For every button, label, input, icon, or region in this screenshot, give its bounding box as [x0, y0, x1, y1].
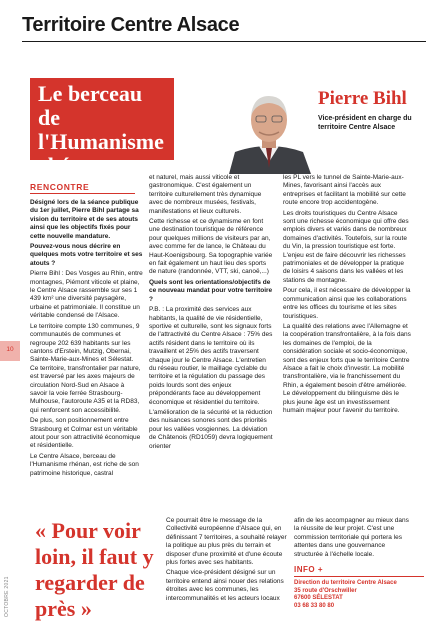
paragraph: les PL vers le tunnel de Sainte-Marie-aux-Mines, favorisant ainsi l'accès aux entreprises et facilitant la mobilité sur cette route encore trop accidentogène. [283, 174, 406, 207]
hero-line-2: de l'Humanisme [38, 105, 164, 154]
person-name: Pierre Bihl [318, 88, 407, 109]
person-role: Vice-président en charge du territoire Centre Alsace [318, 115, 412, 131]
page-number: 10 [6, 346, 14, 353]
info-box-title: INFO + [294, 565, 324, 574]
hero-title [38, 82, 174, 178]
hero-line-3: rhénan [38, 153, 106, 178]
info-line-direction: Direction du territoire Centre Alsace [294, 580, 397, 586]
title-divider [22, 41, 426, 42]
paragraph: Désigné lors de la séance publique du 1er juillet, Pierre Bihl partage sa vision du territoire et de ses atouts ainsi que les objectifs fixés pour cette nouvelle mandature. [30, 199, 139, 240]
article-column-1 [30, 199, 143, 480]
paragraph: Chaque vice-président désigné sur un territoire entend ainsi nouer des relations étroites avec les communes, les intercommunalités et les acteurs locaux [166, 569, 284, 602]
info-box-divider [294, 576, 424, 577]
paragraph: Cette richesse et ce dynamisme en font une destination touristique de référence pour quelques millions de visiteurs par an, avec comme fer de lance, le Château du Haut-Koenigsbourg. Sa topographie variée en fait également un haut lieu des sports de nature (randonnée, VTT, ski, canoë,...) [149, 218, 273, 276]
rubric-label: RENCONTRE [30, 182, 90, 192]
hero-banner [30, 78, 174, 178]
pull-quote: « Pour voir loin, il faut y regarder de près » [35, 518, 154, 621]
info-line-street: 35 route d'Orschwiller [294, 587, 357, 594]
paragraph: L'amélioration de la sécurité et la réduction des nuisances sonores sont des priorités pour les vallées vosgiennes. La déviation de Châtenois (RD1059) devra logiquement orienter [149, 408, 273, 450]
paragraph: Quels sont les orientations/objectifs de ce nouveau mandat pour votre territoire ? [149, 278, 273, 303]
article-column-3 [283, 174, 411, 417]
article-column-4 [166, 517, 288, 605]
paragraph: et naturel, mais aussi viticole et gastronomique. C'est également un territoire culturellement très dynamique avec de nombreux musées, festivals, manifestations et lieux culturels. [149, 174, 262, 215]
paragraph: Le territoire compte 130 communes, 9 communautés de communes et regroupe 202 639 habitants sur les cantons d'Erstein, Mutzig, Obernai, Sainte-Marie-aux-Mines et Sélestat. Ce territoire, transfrontalier par nature, est traversé par les axes majeurs de circulation Nord-Sud en Alsace à savoir la voie ferrée Strasbourg-Mulhouse, l'autoroute A35 et la RD83, qui renforcent son accessibilité. [30, 322, 141, 414]
paragraph: Ce pourrait être le message de la Collectivité européenne d'Alsace qui, en définissant 7 territoires, a souhaité relayer la politique au plus près du terrain et disposer d'une proximité et d'une écoute plus fortes avec ses habitants. [166, 517, 287, 567]
paragraph: Le Centre Alsace, berceau de l'Humanisme rhénan, est riche de son patrimoine historique, castral [30, 452, 139, 477]
paragraph: La qualité des relations avec l'Allemagne et la coopération transfrontalière, à la fois dans les domaines de l'emploi, de la considération sociale et socio-économique, sont des enjeux forts que le territoire Centre Alsace a fait le choix d'investir. La mobilité transfrontalière, via le franchissement du Rhin, a également besoin d'être améliorée. Le développement du bilinguisme dès le plus jeune âge est un investissement humain majeur pour l'avenir du territoire. [283, 322, 411, 414]
paragraph: De plus, son positionnement entre Strasbourg et Colmar est un véritable atout pour son attractivité économique et résidentielle. [30, 417, 141, 450]
paragraph: Les droits touristiques du Centre Alsace sont une richesse économique qui offre des emplois divers et variés dans de nombreux domaines d'activités. Toutefois, sur la route du Vin, la pression touristique est forte. L'enjeu est de faire découvrir les richesses patrimoniales et de développer la pratique de loisirs 4 saisons dans les vallées et les stations de montagne. [283, 209, 409, 284]
info-line-city: 67600 SÉLESTAT [294, 595, 343, 602]
hero-line-1: Le berceau [38, 81, 143, 106]
section-title: Territoire Centre Alsace [22, 14, 240, 36]
paragraph: Pouvez-vous nous décrire en quelques mots votre territoire et ses atouts ? [30, 243, 143, 267]
paragraph: Pierre Bihl : Des Vosges au Rhin, entre montagnes, Piémont viticole et plaine, le Centre Alsace rassemble sur ses 1 439 km² une diversité paysagère, urbaine et patrimoniale. Il constitue un véritable condensé de l'Alsace. [30, 270, 143, 320]
portrait-photo [225, 82, 313, 174]
paragraph: Pour cela, il est nécessaire de développer la communication ainsi que les collaborations entre les offices du tourisme et les sites touristiques. [283, 287, 411, 320]
paragraph: P.B. : La proximité des services aux habitants, la qualité de vie résidentielle, sportive et culturelle, sont les signaux forts de l'attractivité du Centre Alsace : 75% des actifs résident dans le territoire où ils travaillent et 25% des actifs traversent chaque jour le Centre Alsace. L'entretien du réseau routier, le maillage cyclable du territoire et la régulation du passage des poids lourds sont des enjeux prépondérants face au développement économique et résidentiel du territoire. [149, 306, 273, 406]
info-line-phone: 03 68 33 80 80 [294, 602, 335, 609]
paragraph: afin de les accompagner au mieux dans la réussite de leur projet. C'est une commission territoriale qui portera les attentes dans une gouvernance structurée à l'échelle locale. [294, 517, 409, 558]
article-column-5 [294, 517, 414, 561]
info-box-contact [294, 580, 426, 610]
rubric-divider [30, 193, 135, 194]
article-column-2 [149, 174, 274, 453]
issue-date-label: OCTOBRE 2021 [4, 576, 10, 617]
